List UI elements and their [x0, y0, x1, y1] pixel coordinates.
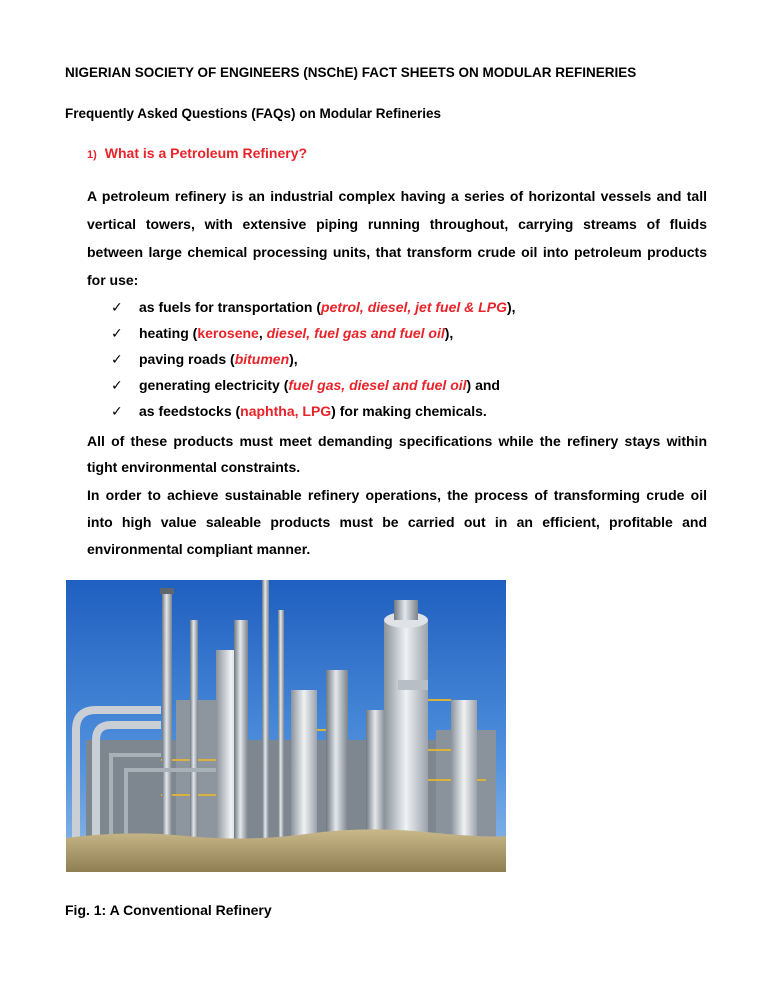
list-item-text: ),: [506, 299, 516, 315]
paragraph-definition: A petroleum refinery is an industrial complex having a series of horizontal vessels and tall vertical towers, with extensive piping running throughout, carrying streams of fluids between large chemical processing units, that transform crude oil into petroleum products for use:: [87, 188, 707, 288]
list-item-text: ) and: [466, 377, 500, 393]
list-item-text: ) for making chemicals.: [331, 403, 487, 419]
list-item-text: ),: [444, 325, 454, 341]
list-item: [111, 372, 516, 398]
list-item-text: as feedstocks (: [139, 403, 241, 419]
paragraph-sustainability: In order to achieve sustainable refinery operations, the process of transforming crude oil into high value saleable products must be carried out in an efficient, profitable and environmental compliant manner.: [87, 487, 707, 557]
list-item-text: heating (: [139, 325, 198, 341]
list-item: [111, 320, 516, 346]
checkmark-icon: ✓: [111, 325, 123, 341]
checkmark-icon: ✓: [111, 377, 123, 393]
checkmark-icon: ✓: [111, 351, 123, 367]
list-item-highlight: fuel gas, diesel and fuel oil: [288, 377, 467, 393]
list-item-text: generating electricity (: [139, 377, 289, 393]
list-item: [111, 398, 516, 424]
list-item: [111, 346, 516, 372]
list-item-highlight: naphtha, LPG: [240, 403, 332, 419]
checkmark-icon: ✓: [111, 299, 123, 315]
question-number: 1): [87, 149, 97, 161]
document-subtitle: Frequently Asked Questions (FAQs) on Modular Refineries: [65, 106, 442, 121]
list-item-highlight: ,: [258, 325, 267, 341]
document-title: NIGERIAN SOCIETY OF ENGINEERS (NSChE) FACT SHEETS ON MODULAR REFINERIES: [65, 65, 637, 80]
refinery-photo: [66, 580, 506, 872]
list-item-highlight: diesel, fuel gas and fuel oil: [266, 325, 445, 341]
product-use-list: [111, 294, 516, 424]
paragraph-specifications: All of these products must meet demanding specifications while the refinery stays within tight environmental constraints.: [87, 433, 707, 475]
list-item: [111, 294, 516, 320]
checkmark-icon: ✓: [111, 403, 123, 419]
list-item-text: paving roads (: [139, 351, 235, 367]
question-text: What is a Petroleum Refinery?: [104, 145, 308, 161]
figure-caption: Fig. 1: A Conventional Refinery: [65, 902, 272, 918]
list-item-text: as fuels for transportation (: [139, 299, 322, 315]
list-item-text: ),: [289, 351, 298, 367]
question-heading: [87, 145, 307, 161]
list-item-highlight: kerosene: [197, 325, 259, 341]
list-item-highlight: bitumen: [234, 351, 290, 367]
list-item-highlight: petrol, diesel, jet fuel & LPG: [321, 299, 507, 315]
